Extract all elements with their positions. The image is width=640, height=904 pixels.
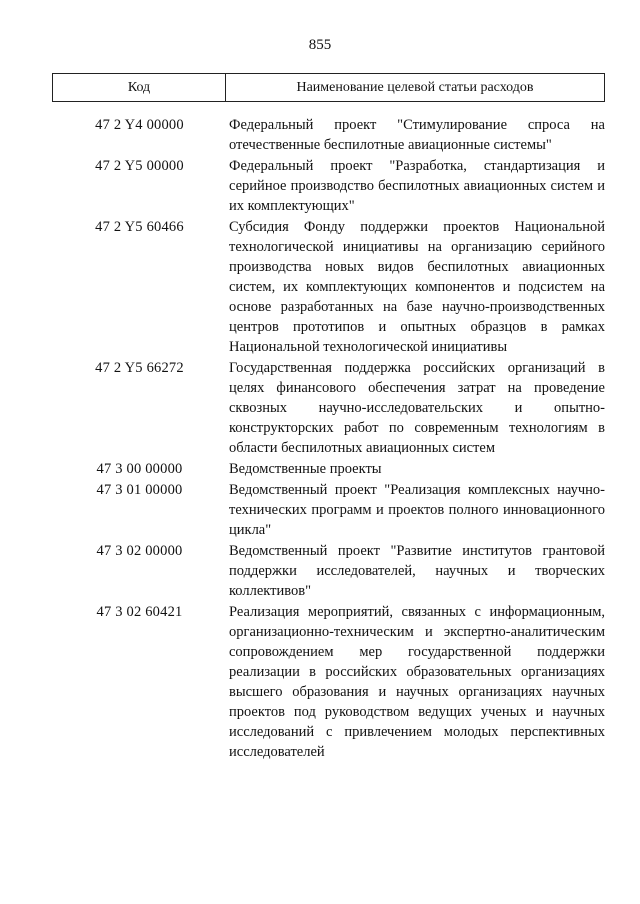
- page-number: 855: [308, 37, 332, 53]
- table-row: [52, 156, 605, 216]
- row-code: 47 2 Y4 00000: [95, 117, 184, 133]
- row-code: 47 3 00 00000: [96, 461, 183, 477]
- table-row: [52, 459, 605, 479]
- row-code: 47 3 02 00000: [96, 543, 183, 559]
- table-row: [52, 358, 605, 458]
- row-name: Ведомственный проект "Реализация комплексных научно-технических программ и проектов полного инновационного цикла": [229, 482, 605, 538]
- row-name: Реализация мероприятий, связанных с информационным, организационно-техническим и экспертно-аналитическим сопровождением мер государственной поддержки реализации в российских образовательных организациях высшего образования и научных организациях научных проектов под руководством ведущих ученых и научных исследований с привлечением молодых перспективных исследователей: [229, 604, 605, 760]
- table-body: [52, 115, 605, 763]
- table-row: [52, 115, 605, 155]
- table-header: [52, 73, 605, 102]
- row-name: Федеральный проект "Стимулирование спроса на отечественные беспилотные авиационные системы": [229, 117, 605, 153]
- row-name: Ведомственные проекты: [229, 461, 382, 477]
- row-code: 47 2 Y5 66272: [95, 360, 184, 376]
- row-name: Федеральный проект "Разработка, стандартизация и серийное производство беспилотных авиационных систем и их комплектующих": [229, 158, 605, 214]
- table-row: [52, 217, 605, 357]
- header-code: Код: [53, 74, 226, 101]
- row-code: 47 2 Y5 00000: [95, 158, 184, 174]
- header-name: Наименование целевой статьи расходов: [296, 79, 534, 95]
- table-row: [52, 541, 605, 601]
- row-code: 47 3 01 00000: [96, 482, 183, 498]
- table-row: [52, 602, 605, 762]
- row-code: 47 2 Y5 60466: [95, 219, 184, 235]
- row-code: 47 3 02 60421: [96, 604, 183, 620]
- row-name: Субсидия Фонду поддержки проектов Национальной технологической инициативы на организацию серийного производства новых видов беспилотных авиационных систем, их комплектующих компонентов и подсистем на основе разработанных на базе научно-производственных центров прототипов и опытных образцов в рамках Национальной технологической инициативы: [229, 219, 605, 355]
- row-name: Государственная поддержка российских организаций в целях финансового обеспечения затрат на проведение сквозных научно-исследовательских и опытно-конструкторских работ по современным технологиям в области беспилотных авиационных систем: [229, 360, 605, 456]
- table-row: [52, 480, 605, 540]
- row-name: Ведомственный проект "Развитие институтов грантовой поддержки исследователей, научных и творческих коллективов": [229, 543, 605, 599]
